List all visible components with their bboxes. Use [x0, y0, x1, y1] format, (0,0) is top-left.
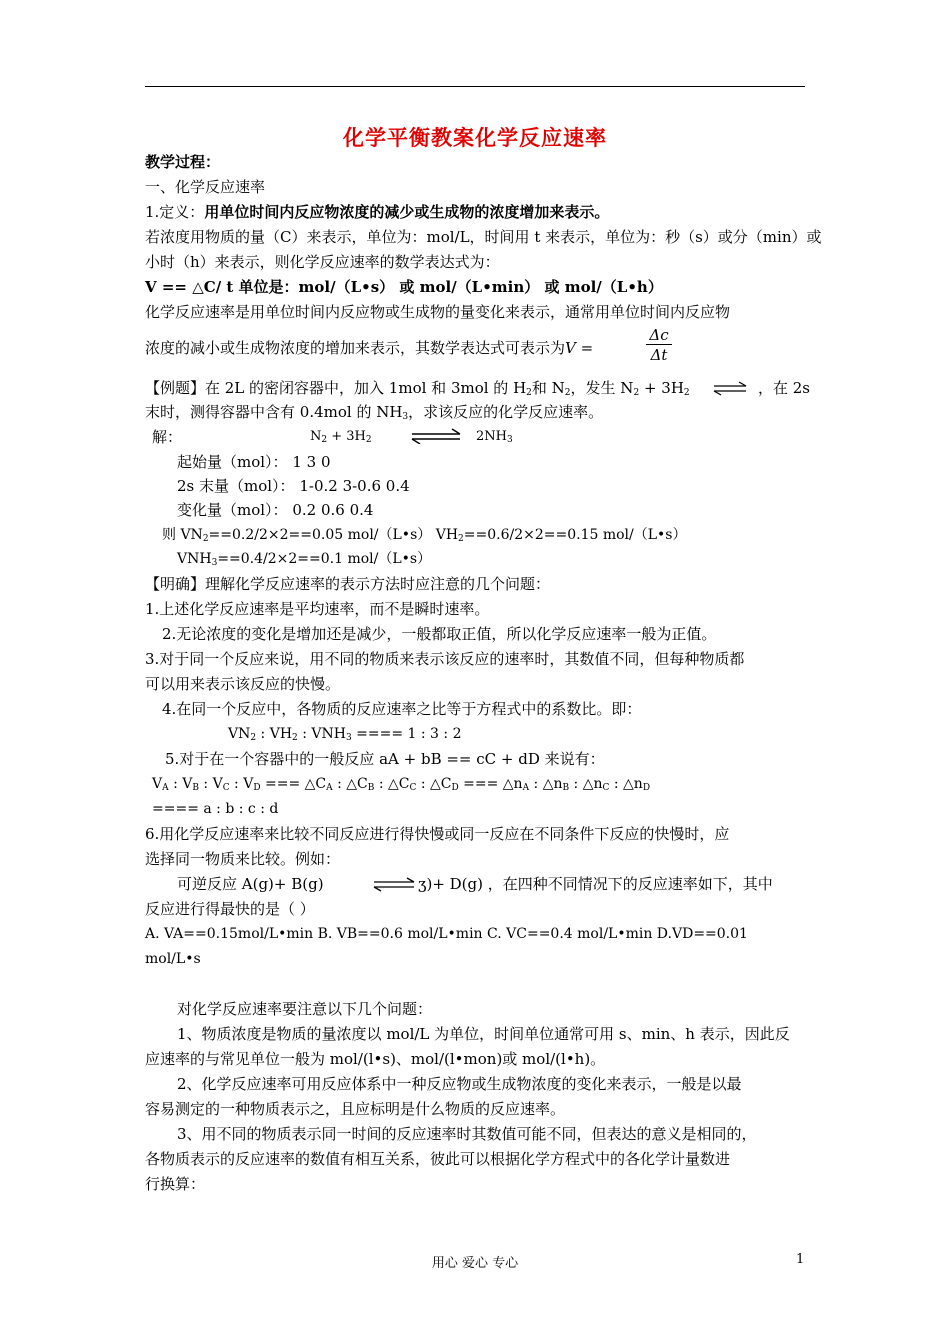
- list-item: 6.用化学反应速率来比较不同反应进行得快慢或同一反应在不同条件下反应的快慢时，应: [145, 825, 730, 843]
- ratio-text: : △n: [609, 776, 643, 792]
- paragraph-line: 容易测定的一种物质表示之，且应标明是什么物质的反应速率。: [145, 1100, 566, 1118]
- list-item: 可以用来表示该反应的快慢。: [145, 675, 341, 693]
- paragraph-line: 若浓度用物质的量（C）来表示，单位为：mol/L，时间用 t 来表示，单位为：秒（s）或分（min）或: [145, 228, 822, 246]
- ratio-subscript: D: [253, 783, 261, 793]
- ratio-subscript: A: [162, 783, 169, 793]
- example-line: 末时，测得容器中含有 0.4mol 的 $NH_3$，求该反应的化学反应速率。: [145, 403, 604, 422]
- ratio-text: : △C: [374, 776, 410, 792]
- paragraph-line: 化学反应速率是用单位时间内反应物或生成物的量变化来表示，通常用单位时间内反应物: [145, 303, 731, 321]
- page-title: 化学平衡教案化学反应速率: [343, 125, 607, 150]
- ratio-subscript: C: [602, 783, 610, 793]
- formula-line: V == △C/ t 单位是：mol/（L•s） 或 mol/（L•min） 或 mol/（L•h）: [145, 278, 663, 296]
- result-line: 则 $VN_2==0.2/2\times 2==0.05$ mol/（L•s） $VH_2==0.6/2\times 2==0.15$ mol/（L•s）: [162, 527, 687, 544]
- table-row: 起始量（mol）： 1 3 0: [177, 453, 331, 471]
- reaction-equation: $N_2 + 3H_2$: [310, 429, 372, 445]
- ratio-subscript: A: [326, 783, 333, 793]
- rate-fraction: Δc Δt: [646, 326, 672, 365]
- ratio-subscript: D: [451, 783, 459, 793]
- ratio-text: : △C: [416, 776, 452, 792]
- reaction-product: $2NH_3$: [476, 429, 513, 445]
- example-line: 可逆反应 A(g)+ B(g): [177, 875, 324, 893]
- ratio-subscript: B: [192, 783, 199, 793]
- ratio-subscript: C: [222, 783, 230, 793]
- table-row: 变化量（mol）： 0.2 0.6 0.4: [177, 501, 374, 519]
- options-line: A. VA==0.15mol/L•min B. VB==0.6 mol/L•min C. VC==0.4 mol/L•min D.VD==0.01: [145, 926, 748, 942]
- paragraph-line: 应速率的与常见单位一般为 mol/(l•s)、mol/(l•mon)或 mol/(l•h)。: [145, 1050, 606, 1068]
- ratio-line: $VN_2$ : $VH_2$ : $VNH_3$ ==== 1 : 3 : 2: [228, 726, 462, 743]
- definition-line: 1.定义：用单位时间内反应物浓度的减少或生成物的浓度增加来表示。: [145, 203, 610, 221]
- paragraph-line: 对化学反应速率要注意以下几个问题：: [177, 1000, 433, 1018]
- solution-label: 解：: [152, 428, 183, 446]
- page-number: 1: [796, 1252, 805, 1267]
- example-line: ʒ)+ D(g) ，在四种不同情况下的反应速率如下，其中: [418, 875, 773, 893]
- equilibrium-arrow-icon: [410, 428, 462, 444]
- example-line: 【例题】在 2L 的密闭容器中，加入 1mol 和 3mol 的 $H_2$和 $N_2$，发生 $N_2 + 3H_2$: [145, 379, 690, 398]
- question-line: 反应进行得最快的是（ ）: [145, 900, 315, 918]
- paragraph-line: 浓度的减小或生成物浓度的增加来表示，其数学表达式可表示为V =: [145, 339, 594, 357]
- ratio-subscript: B: [367, 783, 375, 793]
- section-heading: 教学过程：: [145, 153, 221, 171]
- equilibrium-arrow-icon: [712, 380, 748, 396]
- header-rule: [145, 86, 805, 87]
- list-item: 4.在同一个反应中，各物质的反应速率之比等于方程式中的系数比。即：: [162, 700, 642, 718]
- paragraph-line: 【明确】理解化学反应速率的表示方法时应注意的几个问题：: [145, 575, 551, 593]
- list-item: 3.对于同一个反应来说，用不同的物质来表示该反应的速率时，其数值不同，但每种物质都: [145, 650, 745, 668]
- table-row: 2s 末量（mol）： 1-0.2 3-0.6 0.4: [177, 477, 410, 495]
- ratio-subscript: D: [642, 783, 651, 793]
- paragraph-line: 3、用不同的物质表示同一时间的反应速率时其数值可能不同，但表达的意义是相同的，: [177, 1125, 757, 1143]
- ratio-text: : V: [229, 776, 254, 792]
- paragraph-line: 各物质表示的反应速率的数值有相互关系，彼此可以根据化学方程式中的各化学计量数进: [145, 1150, 731, 1168]
- paragraph-line: 1、物质浓度是物质的量浓度以 mol/L 为单位，时间单位通常可用 s、min、h 表示，因此反: [177, 1025, 790, 1043]
- list-item: 5.对于在一个容器中的一般反应 aA + bB == cC + dD 来说有：: [165, 750, 605, 768]
- paragraph-line: 2、化学反应速率可用反应体系中一种反应物或生成物浓度的变化来表示，一般是以最: [177, 1075, 742, 1093]
- list-item: 1.上述化学反应速率是平均速率，而不是瞬时速率。: [145, 600, 490, 618]
- paragraph-line: 小时（h）来表示，则化学反应速率的数学表达式为：: [145, 253, 500, 271]
- ratio-line: ==== a : b : c : d: [152, 801, 279, 817]
- list-item: 2.无论浓度的变化是增加还是减少，一般都取正值，所以化学反应速率一般为正值。: [162, 625, 717, 643]
- ratio-text: : V: [198, 776, 223, 792]
- page-footer: 用心 爱心 专心: [431, 1256, 519, 1271]
- paragraph-line: 行换算：: [145, 1175, 206, 1193]
- ratio-text: : △C: [332, 776, 368, 792]
- ratio-text: : V: [168, 776, 193, 792]
- result-line: $VNH_3==0.4/2\times 2==0.1$ mol/（L•s）: [177, 551, 432, 568]
- ratio-text: : △n: [529, 776, 563, 792]
- example-line-end: ，在 2s: [758, 379, 811, 397]
- subsection-heading: 一、化学反应速率: [145, 178, 266, 196]
- ratio-text: === △n: [458, 776, 523, 792]
- ratio-subscript: B: [562, 783, 570, 793]
- ratio-subscript: A: [522, 783, 530, 793]
- ratio-text: === △C: [260, 776, 327, 792]
- ratio-text: : △n: [569, 776, 603, 792]
- options-line: mol/L•s: [145, 951, 201, 967]
- ratio-text: V: [152, 776, 163, 792]
- ratio-subscript: C: [409, 783, 417, 793]
- equilibrium-arrow-icon: [372, 876, 416, 892]
- ratio-line: [152, 772, 650, 800]
- list-item: 选择同一物质来比较。例如：: [145, 850, 341, 868]
